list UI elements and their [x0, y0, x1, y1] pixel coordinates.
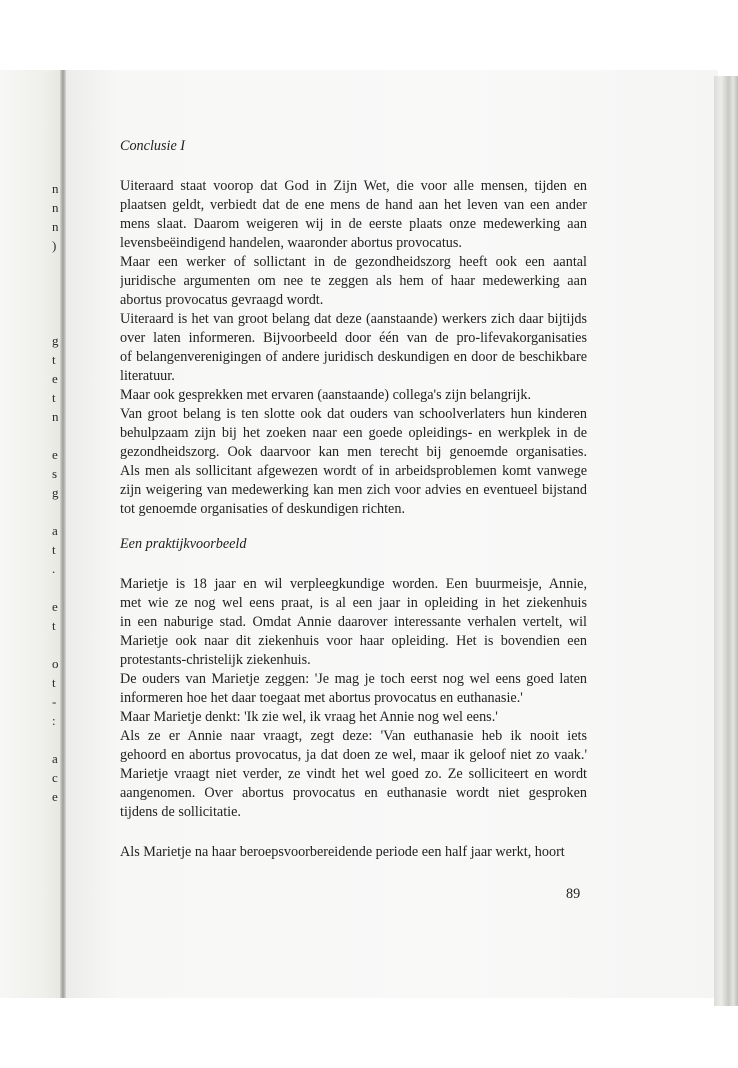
- page-stack-edge: [714, 76, 738, 1006]
- text-line: Marietje vraagt niet verder, ze vindt het wel goed zo. Ze solliciteert en wordt: [120, 766, 587, 782]
- text-line: Van groot belang is ten slotte ook dat ouders van schoolverlaters hun kinderen: [120, 406, 587, 422]
- text-line: informeren hoe het daar toegaat met abortus provocatus en euthanasie.': [120, 690, 523, 706]
- text-line: tijdens de sollicitatie.: [120, 804, 241, 820]
- left-page-char: e: [52, 371, 58, 386]
- section-heading: Conclusie I: [120, 138, 186, 154]
- text-line: Maar een werker of sollictant in de gezondheidszorg heeft ook een aantal: [120, 254, 587, 270]
- text-line: gehoord en abortus provocatus, ja dat doen ze wel, maar ik geloof niet zo vaak.': [120, 747, 587, 763]
- left-page-char: -: [52, 694, 57, 709]
- text-line: Als ze er Annie naar vraagt, zegt deze: 'Van euthanasie heb ik nooit iets: [120, 728, 587, 744]
- text-line: Uiteraard is het van groot belang dat deze (aanstaande) werkers zich daar bijtijds: [120, 311, 587, 327]
- left-page-char: :: [52, 713, 56, 728]
- paragraph-block: [120, 177, 587, 519]
- left-page-char: t: [52, 542, 56, 557]
- text-line: juridische argumenten om nee te zeggen als hem of haar medewerking aan: [120, 273, 587, 289]
- text-line: levensbeëindigend handelen, waaronder abortus provocatus.: [120, 235, 462, 251]
- text-line: over laten informeren. Bijvoorbeeld door één van de pro-lifevakorganisaties: [120, 330, 587, 346]
- text-line: plaatsen geldt, verbiedt dat de ene mens de hand aan het leven van een ander: [120, 197, 587, 213]
- left-page-char: c: [52, 770, 58, 785]
- text-line: tot genoemde organisaties of deskundigen richten.: [120, 501, 405, 517]
- text-line: gezondheidszorg. Ook daarvoor kan men terecht bij genoemde organisaties.: [120, 444, 587, 460]
- left-page-char: o: [52, 656, 59, 671]
- text-line: zijn weigering van medewerking kan men zich voor advies en eventueel bijstand: [120, 482, 587, 498]
- section-conclusie: [120, 137, 587, 519]
- text-line: in een naburige stad. Omdat Annie daarover interessante verhalen vertelt, wil: [120, 614, 587, 630]
- text-line: literatuur.: [120, 368, 175, 384]
- section-heading: Een praktijkvoorbeeld: [120, 536, 247, 552]
- left-page-char: e: [52, 789, 58, 804]
- left-page-char: a: [52, 523, 58, 538]
- text-line: Uiteraard staat voorop dat God in Zijn Wet, die voor alle mensen, tijden en: [120, 178, 587, 194]
- text-line: Als Marietje na haar beroepsvoorbereidende periode een half jaar werkt, hoort: [120, 844, 565, 860]
- left-page-char: n: [52, 200, 59, 215]
- left-page-char: g: [52, 333, 59, 348]
- page-number: 89: [566, 886, 581, 902]
- text-line: Als men als sollicitant afgewezen wordt of in arbeidsproblemen komt vanwege: [120, 463, 587, 479]
- left-page-char: s: [52, 466, 58, 481]
- text-line: Maar ook gesprekken met ervaren (aanstaande) collega's zijn belangrijk.: [120, 387, 532, 403]
- text-line: met wie ze nog wel eens praat, is al een jaar in opleiding in het ziekenhuis: [120, 595, 587, 611]
- left-page-char: t: [52, 390, 56, 405]
- left-page-char: t: [52, 618, 56, 633]
- left-page-char: ): [52, 238, 57, 253]
- text-line: of belangenverenigingen of andere juridisch deskundigen en door de beschikbare: [120, 349, 587, 365]
- text-line: De ouders van Marietje zeggen: 'Je mag je toch eerst nog wel eens goed laten: [120, 671, 587, 687]
- left-page-char: n: [52, 409, 59, 424]
- text-line: Marietje is 18 jaar en wil verpleegkundige worden. Een buurmeisje, Annie,: [120, 576, 587, 592]
- text-line: abortus provocatus gevraagd wordt.: [120, 292, 324, 308]
- text-line: aangenomen. Over abortus provocatus en euthanasie wordt niet gesproken: [120, 785, 587, 801]
- left-page-char: t: [52, 352, 56, 367]
- text-line: protestants-christelijk ziekenhuis.: [120, 652, 311, 668]
- left-page-char: n: [52, 219, 59, 234]
- text-line: mens slaat. Daarom weigeren wij in de eerste plaats onze medewerking aan: [120, 216, 587, 232]
- left-page-char: g: [52, 485, 59, 500]
- text-line: Maar Marietje denkt: 'Ik zie wel, ik vraag het Annie nog wel eens.': [120, 709, 498, 725]
- left-page-char: a: [52, 751, 58, 766]
- left-page-char: .: [52, 561, 56, 576]
- left-page-char: e: [52, 447, 58, 462]
- left-page-char: e: [52, 599, 58, 614]
- paragraph-block: [120, 575, 587, 822]
- left-page-char: n: [52, 181, 59, 196]
- text-line: behulpzaam zijn bij het zoeken naar een goede opleidings- en werkplek in de: [120, 425, 587, 441]
- section-praktijkvoorbeeld: [120, 535, 587, 862]
- left-page-char: t: [52, 675, 56, 690]
- text-line: Marietje ook naar dit ziekenhuis voor haar opleiding. Het is bovendien een: [120, 633, 587, 649]
